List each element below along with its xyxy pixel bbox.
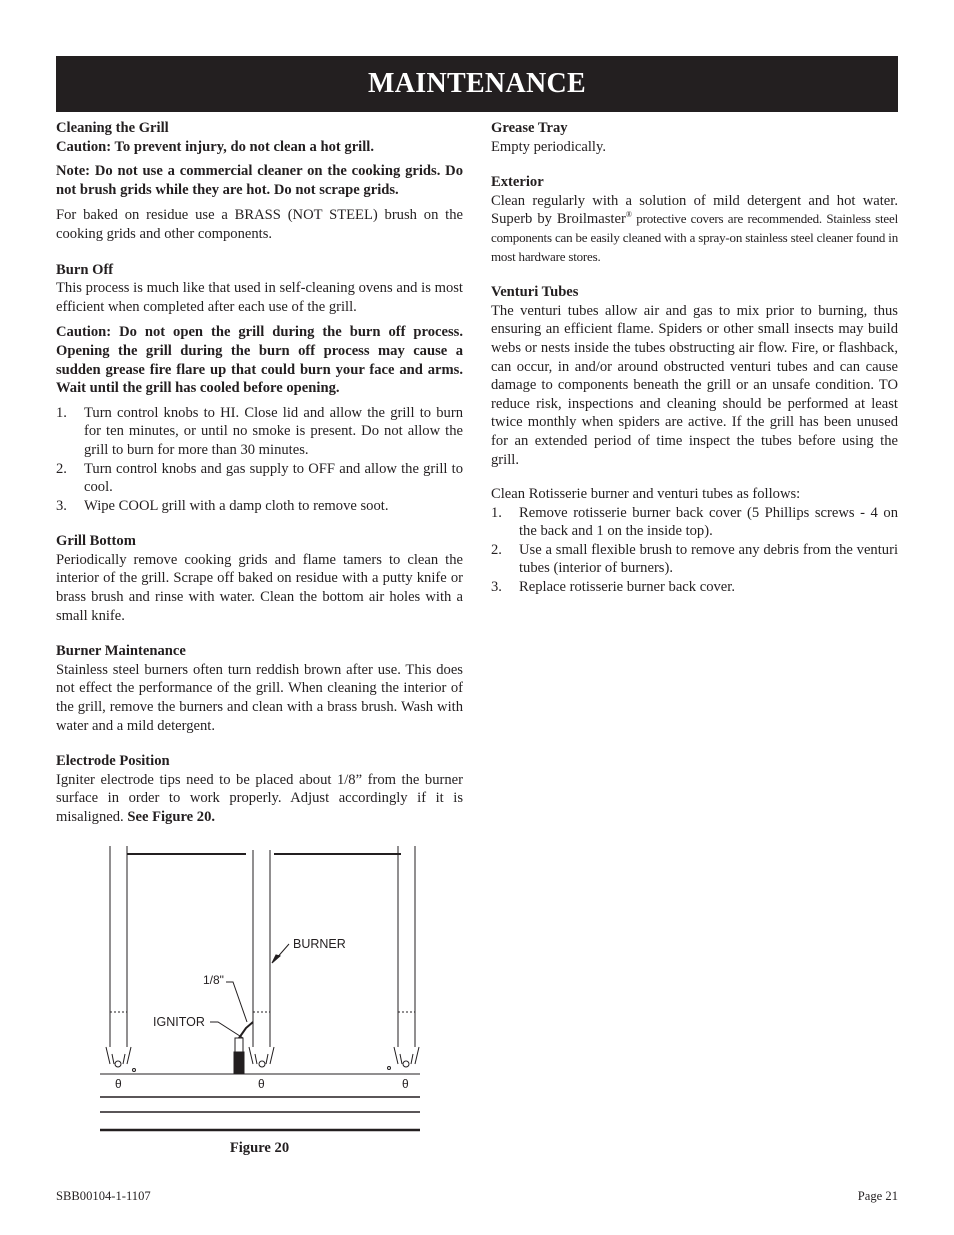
cleaning-note: Note: Do not use a commercial cleaner on the cooking grids. Do not brush grids while they are hot. Do not scrape grids. (56, 163, 463, 198)
ignitor-electrode (234, 1022, 253, 1074)
grease-body: Empty periodically. (491, 138, 606, 155)
right-column (491, 119, 898, 597)
exterior-body: Clean regularly with a solution of mild detergent and hot water. Superb by Broilmaster® protective covers are recommended. Stainless steel components can be easily cleaned with a spray-on stainless steel cleaner found in most hardware stores. (491, 192, 898, 264)
bottom-title: Grill Bottom (56, 533, 136, 550)
grease-title: Grease Tray (491, 120, 568, 136)
burnoff-title: Burn Off (56, 261, 114, 278)
list-item: 1. Remove rotisserie burner back cover (5 Phillips screws - 4 on the back and 1 on the inside top). (491, 504, 898, 540)
section-banner (56, 56, 898, 112)
burner-tube-center (249, 850, 274, 1067)
left-column (56, 119, 463, 827)
list-item: 2. Turn control knobs and gas supply to OFF and allow the grill to cool. (56, 460, 463, 496)
gap-leader (226, 982, 247, 1022)
svg-text:θ: θ (402, 1077, 409, 1091)
electrode-diagram (96, 842, 426, 1142)
exterior-title: Exterior (491, 174, 544, 191)
registered-mark: ® (625, 210, 632, 220)
arrow-icon (272, 955, 280, 963)
burnoff-steps (56, 404, 463, 516)
list-item: 1. Turn control knobs to HI. Close lid and allow the grill to burn for ten minutes, or until no smoke is present. Do not allow the grill to burn for more than 30 minutes. (56, 404, 463, 458)
list-item: 3. Replace rotisserie burner back cover. (491, 579, 735, 596)
electrode-title: Electrode Position (56, 753, 170, 770)
burner-body: Stainless steel burners often turn reddish brown after use. This does not effect the performance of the grill. When cleaning the interior of the grill, remove the burners and clean with a brass brush. Wash with water and a mild detergent. (56, 661, 463, 734)
burner-tube-right (394, 846, 419, 1067)
ignitor-leader (210, 1022, 243, 1038)
page-title: MAINTENANCE (368, 67, 586, 99)
figure-caption: Figure 20 (229, 1140, 290, 1156)
burnoff-caution: Caution: Do not open the grill during the burn off process. Opening the grill during the burn off process may cause a sudden grease fire flare up that could burn your face and arms. Wait until the grill has cooled before opening. (56, 324, 463, 397)
page-number: Page 21 (857, 1189, 898, 1203)
dot-mark (388, 1067, 391, 1070)
venturi-body: The venturi tubes allow air and gas to mix prior to burning, thus ensuring an efficient flame. Spiders or other small insects may build webs or nests inside the tubes obstructing air flow. Fire, or flashback, can occur, in and/or around obstructed venturi tubes and can cause damage to components beneath the grill or an unsafe condition. TO reduce risk, inspections and cleaning should be performed at least twice monthly when spiders are active. If the grill has been unused for an extended period of time inspect the tubes before using the grill. (491, 302, 898, 468)
rotisserie-intro: Clean Rotisserie burner and venturi tubes as follows: (491, 486, 801, 503)
electrode-body: Igniter electrode tips need to be placed about 1/8” from the burner surface in order to work properly. Adjust accordingly if it is misaligned. See Figure 20. (56, 771, 463, 825)
venturi-title: Venturi Tubes (491, 284, 579, 301)
figure-reference: See Figure 20. (127, 809, 216, 825)
burner-tube-left (106, 846, 131, 1067)
svg-text:θ: θ (115, 1077, 122, 1091)
bottom-body: Periodically remove cooking grids and flame tamers to clean the interior of the grill. Scrape off baked on residue with a putty knife or brass brush and rinse with water. Clean the bottom air holes with a small knife. (56, 551, 463, 624)
ignitor-label: IGNITOR (153, 1015, 205, 1029)
cleaning-body: For baked on residue use a BRASS (NOT STEEL) brush on the cooking grids and other components. (56, 207, 463, 242)
document-id: SBB00104-1-1107 (56, 1189, 151, 1203)
burner-title: Burner Maintenance (56, 643, 186, 660)
gap-label: 1/8" (203, 973, 224, 987)
list-item: 3. Wipe COOL grill with a damp cloth to remove soot. (56, 497, 389, 514)
cleaning-title: Cleaning the Grill (56, 120, 169, 136)
rotisserie-steps (491, 504, 898, 597)
cleaning-caution: Caution: To prevent injury, do not clean a hot grill. (56, 138, 374, 155)
burnoff-body: This process is much like that used in self-cleaning ovens and is most efficient when completed after each use of the grill. (56, 280, 463, 315)
svg-text:θ: θ (258, 1077, 265, 1091)
dot-mark (133, 1069, 136, 1072)
burner-label: BURNER (293, 937, 346, 951)
list-item: 2. Use a small flexible brush to remove any debris from the venturi tubes (interior of burners). (491, 541, 898, 577)
